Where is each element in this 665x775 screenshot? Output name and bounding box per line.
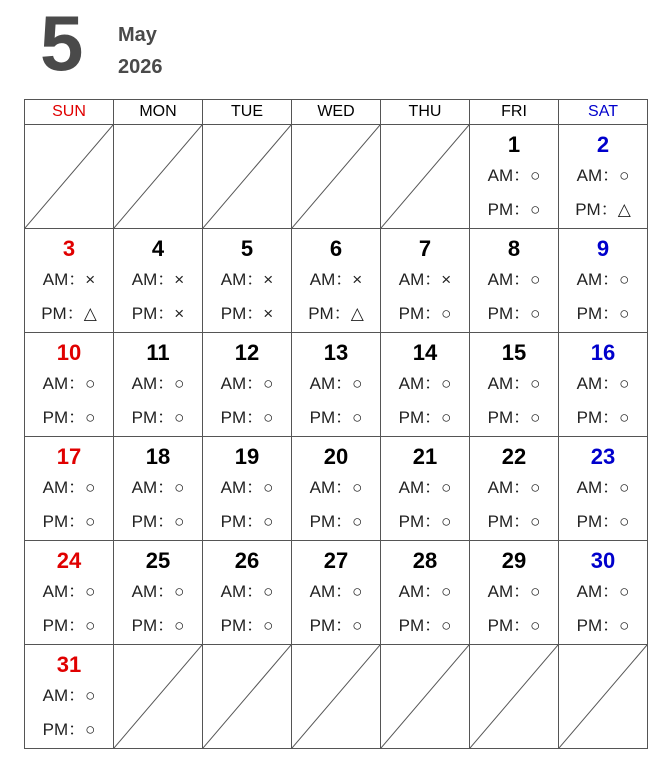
day-number: 23	[590, 444, 616, 469]
day-cell[interactable]	[381, 229, 470, 333]
day-number: 9	[596, 236, 610, 261]
calendar-grid	[24, 99, 648, 749]
day-number: 15	[501, 340, 527, 365]
pm-availability: PM：○	[487, 304, 541, 323]
am-availability: AM：○	[220, 582, 274, 601]
calendar-week-row	[25, 333, 648, 437]
pm-availability: PM：○	[42, 720, 96, 739]
pm-availability: PM：○	[220, 616, 274, 635]
day-cell[interactable]	[381, 333, 470, 437]
am-availability: AM：○	[131, 478, 185, 497]
strike-diagonal	[114, 125, 202, 228]
day-cell[interactable]	[25, 333, 114, 437]
calendar-week-row	[25, 125, 648, 229]
day-number: 10	[56, 340, 82, 365]
empty-day-cell	[470, 645, 559, 749]
day-cell[interactable]	[559, 229, 648, 333]
am-availability: AM：○	[576, 478, 630, 497]
pm-availability: PM：○	[220, 512, 274, 531]
am-availability: AM：○	[487, 582, 541, 601]
day-number: 1	[507, 132, 521, 157]
am-availability: AM：○	[42, 582, 96, 601]
am-availability: AM：○	[42, 478, 96, 497]
am-availability: AM：○	[487, 374, 541, 393]
pm-availability: PM：○	[131, 512, 185, 531]
pm-availability: PM：○	[309, 408, 363, 427]
day-number: 26	[234, 548, 260, 573]
pm-availability: PM：○	[398, 304, 452, 323]
pm-availability: PM：○	[487, 408, 541, 427]
pm-availability: PM：○	[576, 616, 630, 635]
pm-availability: PM：○	[220, 408, 274, 427]
am-availability: AM：○	[309, 374, 363, 393]
strike-diagonal	[381, 125, 469, 228]
pm-availability: PM：○	[42, 512, 96, 531]
day-number: 14	[412, 340, 438, 365]
calendar-week-row	[25, 437, 648, 541]
empty-day-cell	[559, 645, 648, 749]
am-availability: AM：○	[220, 478, 274, 497]
day-number: 24	[56, 548, 82, 573]
pm-availability: PM：○	[398, 408, 452, 427]
day-cell[interactable]	[203, 229, 292, 333]
pm-availability: PM：○	[309, 512, 363, 531]
empty-day-cell	[203, 645, 292, 749]
day-cell[interactable]	[292, 229, 381, 333]
calendar-week-row	[25, 645, 648, 749]
am-availability: AM：○	[131, 374, 185, 393]
day-number: 4	[151, 236, 165, 261]
weekday-mon: MON	[114, 100, 203, 125]
pm-availability: PM：△	[575, 200, 631, 219]
day-cell[interactable]	[292, 437, 381, 541]
day-number: 17	[56, 444, 82, 469]
day-number: 27	[323, 548, 349, 573]
strike-diagonal	[381, 645, 469, 748]
am-availability: AM：○	[42, 686, 96, 705]
day-number: 12	[234, 340, 260, 365]
empty-day-cell	[114, 645, 203, 749]
day-cell[interactable]	[559, 125, 648, 229]
pm-availability: PM：×	[131, 304, 185, 323]
pm-availability: PM：○	[487, 200, 541, 219]
day-number: 16	[590, 340, 616, 365]
pm-availability: PM：○	[398, 616, 452, 635]
weekday-header-row	[25, 100, 648, 125]
am-availability: AM：×	[131, 270, 185, 289]
pm-availability: PM：○	[576, 304, 630, 323]
day-cell[interactable]	[381, 437, 470, 541]
day-cell[interactable]	[25, 229, 114, 333]
empty-day-cell	[381, 645, 470, 749]
month-name: May	[118, 24, 157, 46]
day-cell[interactable]	[114, 541, 203, 645]
day-number: 6	[329, 236, 343, 261]
day-cell[interactable]	[292, 541, 381, 645]
strike-diagonal	[25, 125, 113, 228]
day-cell[interactable]	[470, 541, 559, 645]
day-number: 13	[323, 340, 349, 365]
am-availability: AM：○	[398, 582, 452, 601]
am-availability: AM：×	[309, 270, 363, 289]
day-cell[interactable]	[203, 541, 292, 645]
weekday-sun: SUN	[25, 100, 114, 125]
day-cell[interactable]	[381, 541, 470, 645]
day-cell[interactable]	[25, 437, 114, 541]
strike-diagonal	[114, 645, 202, 748]
am-availability: AM：×	[42, 270, 96, 289]
day-cell[interactable]	[25, 541, 114, 645]
pm-availability: PM：○	[309, 616, 363, 635]
pm-availability: PM：○	[487, 512, 541, 531]
am-availability: AM：○	[42, 374, 96, 393]
day-cell[interactable]	[470, 229, 559, 333]
calendar-body	[25, 125, 648, 749]
day-number: 19	[234, 444, 260, 469]
pm-availability: PM：△	[41, 304, 97, 323]
weekday-sat: SAT	[559, 100, 648, 125]
day-cell[interactable]	[25, 645, 114, 749]
day-cell[interactable]	[470, 333, 559, 437]
day-number: 31	[56, 652, 82, 677]
am-availability: AM：×	[220, 270, 274, 289]
strike-diagonal	[292, 645, 380, 748]
am-availability: AM：○	[487, 270, 541, 289]
pm-availability: PM：△	[308, 304, 364, 323]
month-number: 5	[40, 0, 84, 87]
pm-availability: PM：○	[42, 408, 96, 427]
day-number: 7	[418, 236, 432, 261]
strike-diagonal	[470, 645, 558, 748]
day-cell[interactable]	[203, 437, 292, 541]
day-cell[interactable]	[559, 333, 648, 437]
calendar-week-row	[25, 541, 648, 645]
am-availability: AM：○	[220, 374, 274, 393]
am-availability: AM：○	[576, 270, 630, 289]
strike-diagonal	[292, 125, 380, 228]
day-cell[interactable]	[114, 333, 203, 437]
empty-day-cell	[292, 125, 381, 229]
day-number: 29	[501, 548, 527, 573]
am-availability: AM：×	[398, 270, 452, 289]
day-number: 5	[240, 236, 254, 261]
day-number: 11	[146, 340, 170, 365]
calendar-header	[0, 0, 665, 100]
am-availability: AM：○	[309, 582, 363, 601]
pm-availability: PM：○	[131, 408, 185, 427]
strike-diagonal	[203, 125, 291, 228]
am-availability: AM：○	[131, 582, 185, 601]
day-number: 28	[412, 548, 438, 573]
am-availability: AM：○	[576, 374, 630, 393]
day-number: 3	[62, 236, 76, 261]
weekday-thu: THU	[381, 100, 470, 125]
pm-availability: PM：○	[398, 512, 452, 531]
am-availability: AM：○	[398, 374, 452, 393]
am-availability: AM：○	[398, 478, 452, 497]
empty-day-cell	[203, 125, 292, 229]
am-availability: AM：○	[576, 166, 630, 185]
weekday-fri: FRI	[470, 100, 559, 125]
day-number: 22	[501, 444, 527, 469]
day-cell[interactable]	[114, 229, 203, 333]
day-number: 18	[145, 444, 171, 469]
day-cell[interactable]	[203, 333, 292, 437]
am-availability: AM：○	[309, 478, 363, 497]
pm-availability: PM：○	[131, 616, 185, 635]
day-cell[interactable]	[114, 437, 203, 541]
day-cell[interactable]	[470, 125, 559, 229]
empty-day-cell	[292, 645, 381, 749]
day-number: 30	[590, 548, 616, 573]
strike-diagonal	[559, 645, 647, 748]
am-availability: AM：○	[487, 166, 541, 185]
calendar-week-row	[25, 229, 648, 333]
pm-availability: PM：×	[220, 304, 274, 323]
strike-diagonal	[203, 645, 291, 748]
day-number: 2	[596, 132, 610, 157]
pm-availability: PM：○	[42, 616, 96, 635]
weekday-wed: WED	[292, 100, 381, 125]
am-availability: AM：○	[487, 478, 541, 497]
weekday-tue: TUE	[203, 100, 292, 125]
am-availability: AM：○	[576, 582, 630, 601]
pm-availability: PM：○	[576, 512, 630, 531]
day-cell[interactable]	[559, 437, 648, 541]
pm-availability: PM：○	[487, 616, 541, 635]
day-cell[interactable]	[559, 541, 648, 645]
day-number: 21	[412, 444, 438, 469]
empty-day-cell	[114, 125, 203, 229]
empty-day-cell	[25, 125, 114, 229]
day-number: 8	[507, 236, 521, 261]
day-number: 20	[323, 444, 349, 469]
empty-day-cell	[381, 125, 470, 229]
day-cell[interactable]	[292, 333, 381, 437]
day-number: 25	[145, 548, 171, 573]
day-cell[interactable]	[470, 437, 559, 541]
pm-availability: PM：○	[576, 408, 630, 427]
year-label: 2026	[118, 56, 163, 78]
